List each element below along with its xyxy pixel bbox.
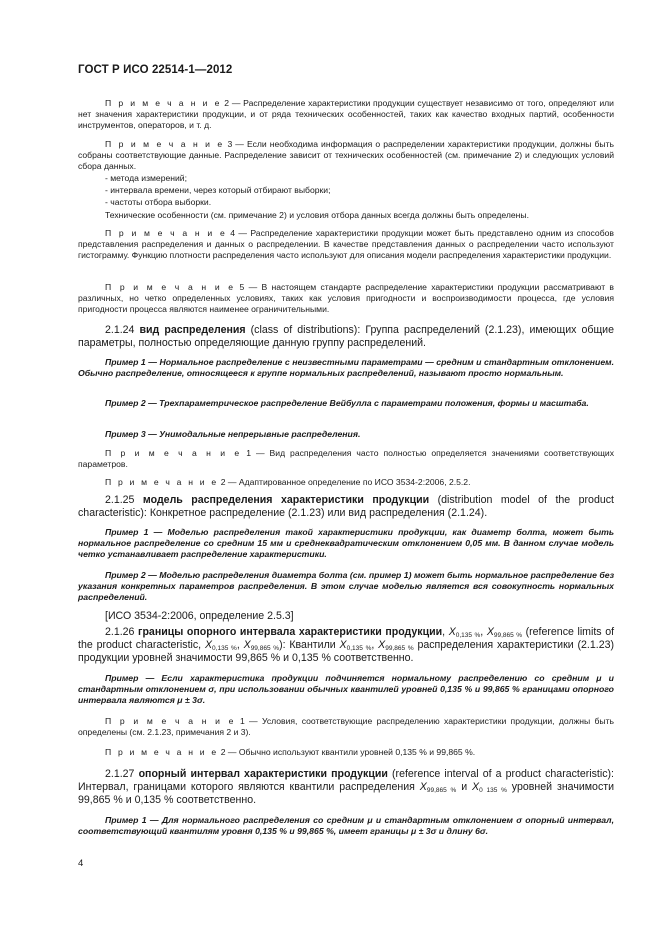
- note-label: П р и м е ч а н и е: [105, 228, 227, 238]
- note-1: [78, 448, 614, 470]
- note-text: 1 — Условия, соответствующие распределению характеристики продукции, должны быть определены (см. 2.1.23, примечания 2 и 3).: [78, 716, 614, 737]
- note-2: [78, 98, 614, 131]
- section-number: 2.1.26: [105, 626, 139, 638]
- example-2: Пример 2 — Трехпараметрическое распределение Вейбулла с параметрами положения, формы и масштаба.: [105, 398, 589, 408]
- note-3-tail: Технические особенности (см. примечание 2) и условия отбора данных всегда должны быть определены.: [105, 210, 529, 220]
- section-2-1-27: 2.1.27 опорный интервал характеристики продукции (reference interval of a product characteristic): Интервал, границами которого являются квантили распределения $X_{99,865 \%}$ и $X_{0 135 \%}$ уровней значимости 99,865 % и 0,135 % соответственно.: [78, 768, 615, 807]
- example-2: Пример 2 — Моделью распределения диаметра болта (см. пример 1) может быть нормальное распределение без указания конкретных параметров распределения. В этом случае моделью является вся совокупность нормальных распределений.: [78, 570, 614, 602]
- section-number: 2.1.25: [105, 494, 143, 506]
- term: вид распределения: [139, 324, 246, 336]
- document-header: ГОСТ Р ИСО 22514-1—2012: [78, 64, 233, 76]
- section-number: 2.1.27: [105, 768, 139, 780]
- note-text: 3 — Если необходима информация о распределении характеристики продукции, должны быть собраны соответствующие данные. Распределение зависит от технических особенностей (см. примечание 2) и следующих условий сбора данных.: [78, 139, 614, 171]
- note-text: 2 — Распределение характеристики продукции существует независимо от того, определяют или нет значения характеристики продукции, и от ряда технических особенностей, таких как качество входных партий, особенности инструментов, операторов, и т. д.: [78, 98, 614, 130]
- example-1: Пример 1 — Нормальное распределение с неизвестными параметрами — средним и стандартным отклонением. Обычно распределение, относящееся к группе нормальных распределений, называют просто нормальным.: [78, 357, 614, 378]
- note-text: 1 — Вид распределения часто полностью определяется значениями соответствующих параметров.: [78, 448, 614, 469]
- note-3: [78, 139, 614, 172]
- list-item: - частоты отбора выборки.: [105, 197, 212, 207]
- note-label: П р и м е ч а н и е: [105, 139, 225, 149]
- example: Пример — Если характеристика продукции подчиняется нормальному распределению со средним μ и стандартным отклонением σ, при использовании обычных квантилей уровней 0,135 % и 99,865 % границами опорного интервала являются μ ± 3σ.: [78, 673, 614, 705]
- note-text: 2 — Адаптированное определение по ИСО 3534-2:2006, 2.5.2.: [218, 477, 471, 487]
- section-2-1-24: [78, 324, 614, 350]
- definition: (distribution model of the product characteristic): Конкретное распределение (2.1.23) или вид распределения (2.1.24).: [78, 494, 614, 520]
- note-2: [78, 477, 614, 488]
- section-number: 2.1.24: [105, 324, 140, 336]
- note-1: [78, 716, 614, 738]
- example-1: Пример 1 — Для нормального распределения со средним μ и стандартным отклонением σ опорный интервал, соответствующий квантилям уровня 0,135 % и 99,865 %, имеет границы μ ± 3σ и длину 6σ.: [78, 815, 614, 836]
- note-text: 2 — Обычно используют квантили уровней 0,135 % и 99,865 %.: [218, 747, 476, 757]
- list-item: - метода измерений;: [105, 173, 187, 183]
- definition: (class of distributions): Группа распределений (2.1.23), имеющих общие параметры, полностью определяющие данную группу распределений.: [78, 324, 614, 350]
- section-2-1-26: 2.1.26 границы опорного интервала характеристики продукции, $X_{0,135 \%}$, $X_{99,865 \%}$ (reference limits of the product characteristic, $X_{0,135 \%}$, $X_{99,865 \%}$): Квантили $X_{0,135 \%}$, $X_{99,865 \%}$ распределения характеристики (2.1.23) продукции уровней значимости 99,865 % и 0,135 % соответственно.: [78, 626, 615, 665]
- term: модель распределения характеристики продукции: [142, 494, 430, 506]
- note-2: [78, 747, 614, 758]
- note-text: 4 — Распределение характеристики продукции может быть представлено одним из способов представления распределения и данных о распределении. В качестве представления данных о распределении часто используют гистограмму. Функцию плотности распределения часто используют для описания модели распределения характеристики продукции.: [78, 228, 614, 260]
- note-4: [78, 228, 614, 261]
- note-label: П р и м е ч а н и е: [105, 282, 236, 292]
- note-label: П р и м е ч а н и е: [105, 448, 242, 458]
- example-3: Пример 3 — Унимодальные непрерывные распределения.: [105, 429, 361, 439]
- note-label: П р и м е ч а н и е: [105, 98, 222, 108]
- section-2-1-25: [78, 494, 614, 520]
- term: границы опорного интервала характеристики продукции: [138, 626, 443, 638]
- note-label: П р и м е ч а н и е: [105, 477, 219, 487]
- note-label: П р и м е ч а н и е: [105, 716, 236, 726]
- list-item: - интервала времени, через который отбирают выборки;: [105, 185, 331, 195]
- term: опорный интервал характеристики продукции: [138, 768, 388, 780]
- page-number: 4: [78, 858, 84, 869]
- note-label: П р и м е ч а н и е: [105, 747, 219, 757]
- example-1: Пример 1 — Моделью распределения такой характеристики продукции, как диаметр болта, может быть нормальное распределение со средним 15 мм и среднеквадратическим отклонением 0,05 мм. В данном случае модель четко устанавливает распределение характеристики.: [78, 527, 614, 559]
- note-5: [78, 282, 614, 315]
- note-text: 5 — В настоящем стандарте распределение характеристики продукции рассматривают в различных, но четко определенных условиях, таких как условия пригодности и воспроизводимости процесса, где условия пригодности процесса являются наименее ограничительными.: [78, 282, 614, 314]
- reference: [ИСО 3534-2:2006, определение 2.5.3]: [105, 610, 294, 622]
